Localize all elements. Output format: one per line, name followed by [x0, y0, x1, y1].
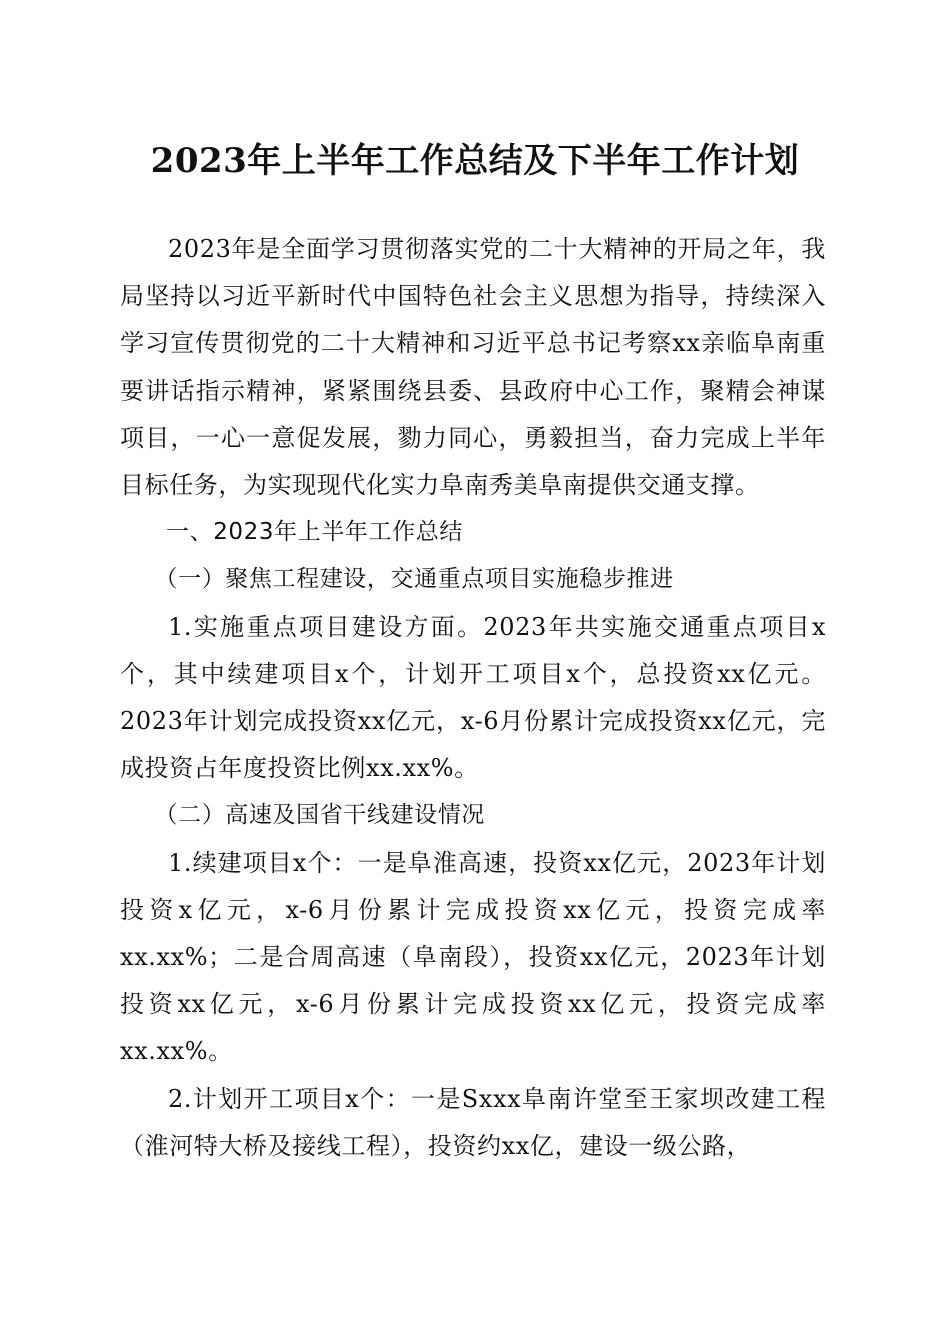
subsection-heading-engineering: （一）聚焦工程建设，交通重点项目实施稳步推进: [154, 566, 674, 593]
paragraph-continuing-projects: 1.续建项目x个：一是阜淮高速，投资xx亿元，2023年计划投资x亿元，x-6月份累计完成投资xx亿元，投资完成率xx.xx%；二是合周高速（阜南段），投资xx亿元，2023年计划投资xx亿元，x-6月份累计完成投资xx亿元，投资完成率xx.xx%。: [120, 848, 826, 1066]
paragraph-planned-projects: 2.计划开工项目x个：一是Sxxx阜南许堂至王家坝改建工程（淮河特大桥及接线工程），投资约xx亿，建设一级公路，: [120, 1084, 826, 1160]
subsection-heading-highways: （二）高速及国省干线建设情况: [154, 802, 485, 829]
document-title: 2023年上半年工作总结及下半年工作计划: [150, 141, 800, 181]
intro-paragraph: 2023年是全面学习贯彻落实党的二十大精神的开局之年，我局坚持以习近平新时代中国特色社会主义思想为指导，持续深入学习宣传贯彻党的二十大精神和习近平总书记考察xx亲临阜南重要讲话指示精神，紧紧围绕县委、县政府中心工作，聚精会神谋项目，一心一意促发展，勠力同心，勇毅担当，奋力完成上半年目标任务，为实现现代化实力阜南秀美阜南提供交通支撑。: [120, 235, 826, 500]
section-heading-summary: 一、2023年上半年工作总结: [166, 519, 463, 546]
document-body: [120, 226, 826, 1170]
paragraph-key-projects: 1.实施重点项目建设方面。2023年共实施交通重点项目x个，其中续建项目x个，计划开工项目x个，总投资xx亿元。2023年计划完成投资xx亿元，x-6月份累计完成投资xx亿元，完成投资占年度投资比例xx.xx%。: [120, 612, 826, 783]
